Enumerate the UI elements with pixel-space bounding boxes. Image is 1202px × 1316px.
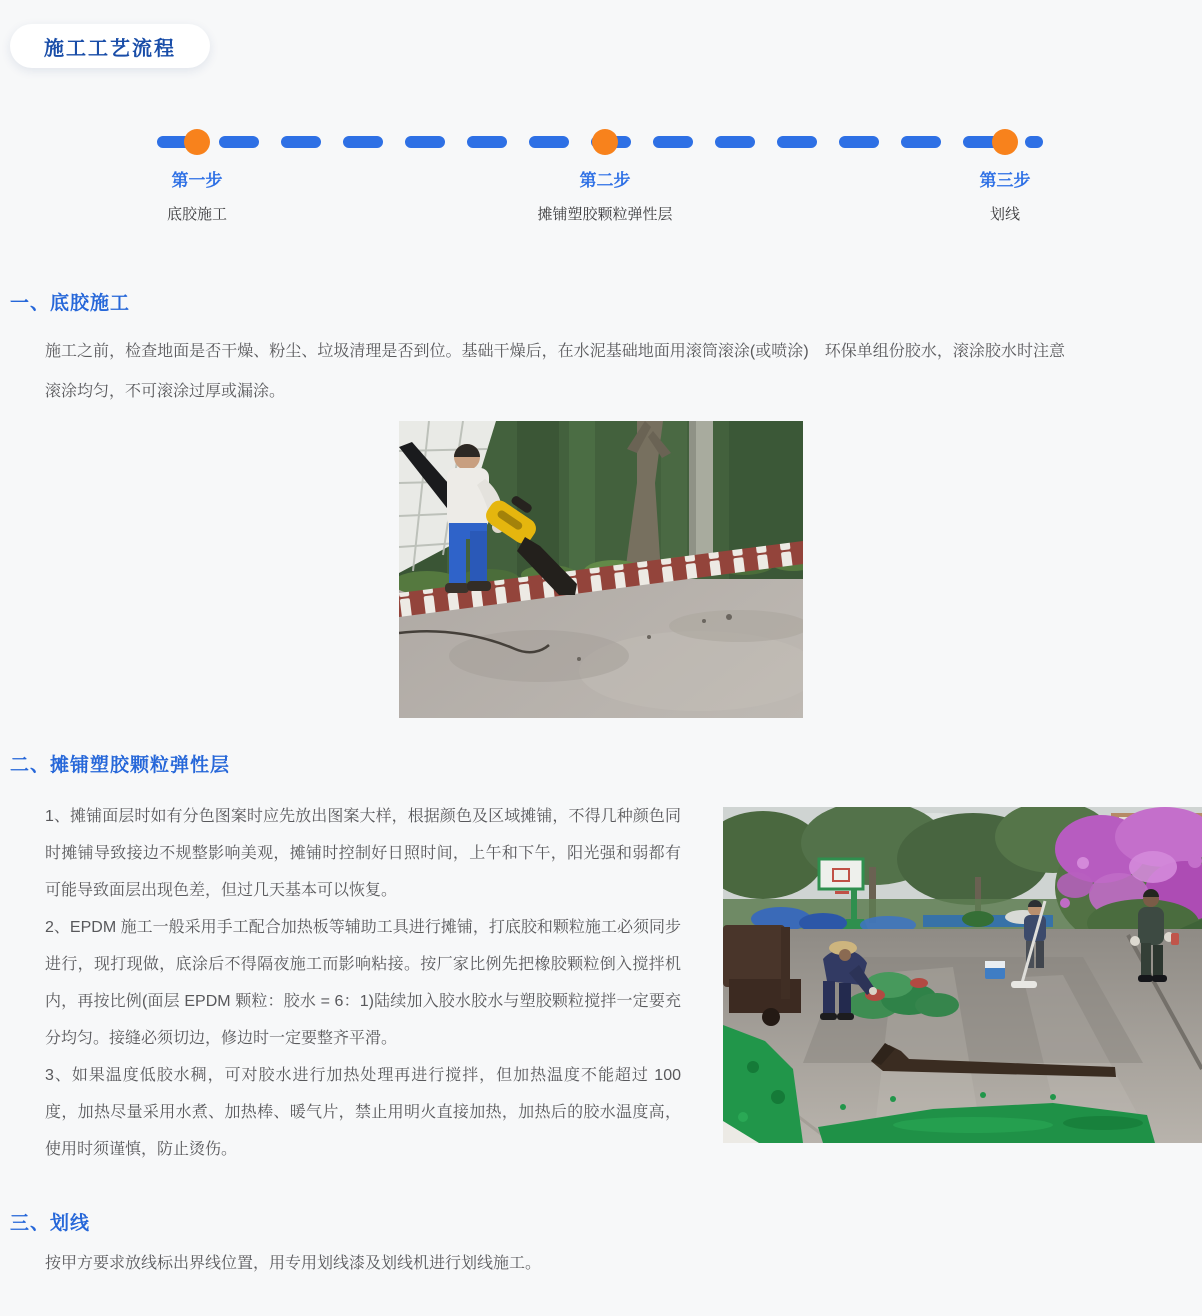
section-2-text [45, 798, 681, 1168]
stepper-step-2 [537, 170, 672, 225]
section-3-heading: 三、划线 [10, 1213, 91, 1234]
section-3-paragraph: 按甲方要求放线标出界线位置，用专用划线漆及划线机进行划线施工。 [45, 1255, 542, 1272]
process-stepper [155, 136, 1045, 246]
page-title-badge [10, 24, 210, 68]
stepper-step-1 [167, 170, 227, 225]
step-3-name: 划线 [989, 206, 1020, 223]
section-2-heading: 二、摊铺塑胶颗粒弹性层 [10, 755, 231, 776]
step-dot-2 [592, 129, 618, 155]
step-3-label: 第三步 [979, 171, 1031, 190]
stepper-step-3 [980, 170, 1031, 225]
step-dot-1 [184, 129, 210, 155]
step-dot-3 [992, 129, 1018, 155]
step-1-name: 底胶施工 [166, 206, 228, 223]
section-2-paragraph-1: 1、摊铺面层时如有分色图案时应先放出图案大样，根据颜色及区域摊铺，不得几种颜色同时摊铺导致接边不规整影响美观，摊铺时控制好日照时间，上午和下午，阳光强和弱都有可能导致面层出现色差，但过几天基本可以恢复。 [45, 808, 681, 899]
step-2-name: 摊铺塑胶颗粒弹性层 [537, 206, 673, 223]
section-1-paragraph: 施工之前，检查地面是否干燥、粉尘、垃圾清理是否到位。基础干燥后，在水泥基础地面用滚筒滚涂(或喷涂) 环保单组份胶水，滚涂胶水时注意滚涂均匀，不可滚涂过厚或漏涂。 [45, 343, 1065, 400]
section-2-paragraph-2: 2、EPDM 施工一般采用手工配合加热板等辅助工具进行摊铺，打底胶和颗粒施工必须同步进行，现打现做，底涂后不得隔夜施工而影响粘接。按厂家比例先把橡胶颗粒倒入搅拌机内，再按比例(面层 EPDM 颗粒：胶水 = 6：1)陆续加入胶水胶水与塑胶颗粒搅拌一定要充分均匀。接缝必须切边，修边时一定要整齐平滑。 [45, 919, 681, 1047]
page-title: 施工工艺流程 [44, 37, 176, 60]
step-1-label: 第一步 [171, 171, 223, 190]
photo-epdm-spreading [723, 807, 1202, 1143]
photo-primer-cleaning [399, 421, 803, 718]
section-1-heading: 一、底胶施工 [10, 293, 131, 314]
step-2-label: 第二步 [579, 171, 631, 190]
section-2-paragraph-3: 3、如果温度低胶水稠，可对胶水进行加热处理再进行搅拌，但加热温度不能超过 100 度，加热尽量采用水煮、加热棒、暖气片，禁止用明火直接加热，加热后的胶水温度高，使用时须谨慎，防止烫伤。 [45, 1067, 681, 1158]
